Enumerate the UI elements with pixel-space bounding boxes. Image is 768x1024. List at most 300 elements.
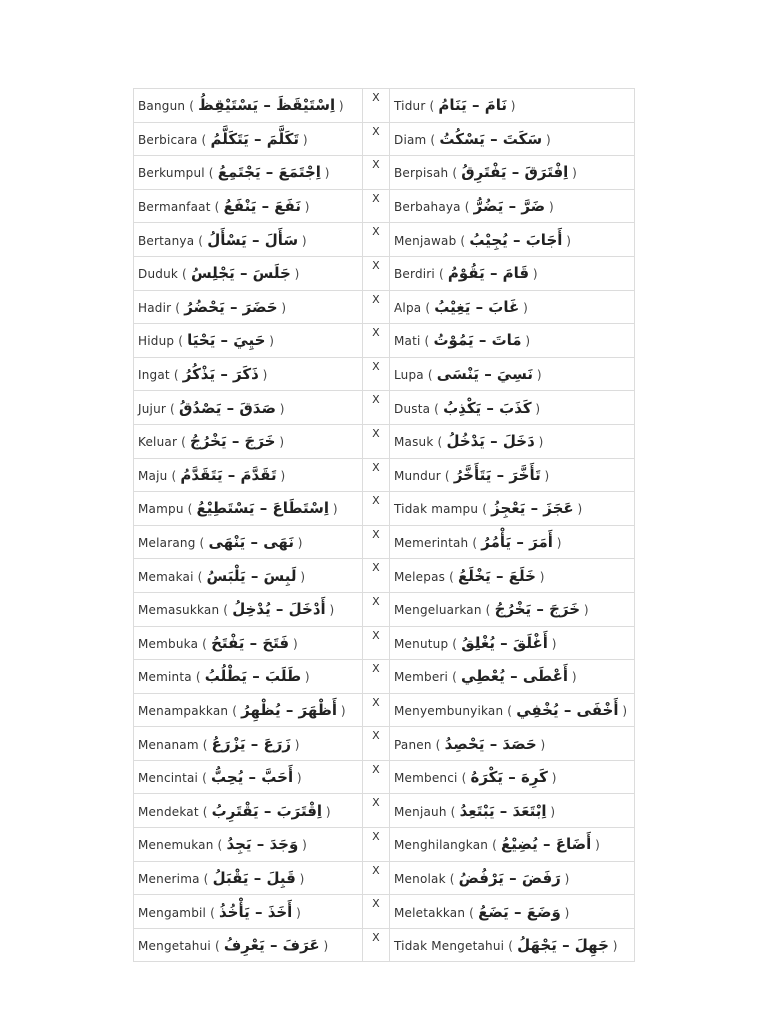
word-cell-left bbox=[134, 727, 363, 761]
arabic-verb-pair: اِسْتَطَاعَ – يَسْتَطِيْعُ bbox=[196, 499, 329, 518]
open-paren: ( bbox=[206, 905, 220, 920]
table-row bbox=[134, 357, 635, 391]
open-paren: ( bbox=[171, 300, 185, 315]
table-row bbox=[134, 861, 635, 895]
open-paren: ( bbox=[488, 838, 502, 853]
word-cell-right bbox=[390, 357, 635, 391]
indonesian-word: Berpisah bbox=[394, 166, 449, 181]
arabic-verb-pair: زَرَعَ – يَزْرَعُ bbox=[211, 734, 291, 753]
indonesian-word: Tidak mampu bbox=[394, 502, 479, 517]
word-cell-right bbox=[390, 156, 635, 190]
table-row bbox=[134, 290, 635, 324]
close-paren: ) bbox=[292, 905, 302, 920]
arabic-verb-pair: دَخَلَ – يَدْخُلُ bbox=[446, 432, 535, 451]
indonesian-word: Melarang bbox=[138, 536, 196, 551]
indonesian-word: Memerintah bbox=[394, 536, 469, 551]
open-paren: ( bbox=[440, 468, 454, 483]
table-row bbox=[134, 223, 635, 257]
arabic-verb-pair: جَلَسَ – يَجْلِسُ bbox=[190, 264, 291, 283]
table-row bbox=[134, 492, 635, 526]
table-row bbox=[134, 122, 635, 156]
close-paren: ) bbox=[298, 233, 307, 248]
open-paren: ( bbox=[198, 771, 211, 786]
separator-cell: X bbox=[363, 391, 390, 425]
word-cell-right bbox=[390, 223, 635, 257]
indonesian-word: Jujur bbox=[138, 401, 167, 416]
separator-cell: X bbox=[363, 626, 390, 660]
open-paren: ( bbox=[185, 99, 199, 114]
open-paren: ( bbox=[228, 703, 242, 718]
separator-cell: X bbox=[363, 794, 390, 828]
table-row bbox=[134, 424, 635, 458]
table-row bbox=[134, 189, 635, 223]
separator-cell: X bbox=[363, 895, 390, 929]
close-paren: ) bbox=[618, 703, 628, 718]
open-paren: ( bbox=[198, 737, 212, 752]
table-row bbox=[134, 89, 635, 123]
indonesian-word: Bermanfaat bbox=[138, 200, 211, 215]
table-row bbox=[134, 525, 635, 559]
word-cell-right bbox=[390, 492, 635, 526]
indonesian-word: Menerima bbox=[138, 871, 200, 886]
open-paren: ( bbox=[448, 166, 462, 181]
open-paren: ( bbox=[183, 502, 197, 517]
arabic-verb-pair: مَاتَ – يَمُوْتُ bbox=[433, 331, 522, 350]
table-row bbox=[134, 458, 635, 492]
word-cell-right bbox=[390, 895, 635, 929]
indonesian-word: Duduk bbox=[138, 267, 179, 282]
close-paren: ) bbox=[329, 502, 338, 517]
indonesian-word: Menanam bbox=[138, 737, 199, 752]
indonesian-word: Membuka bbox=[138, 636, 199, 651]
open-paren: ( bbox=[166, 401, 179, 416]
word-cell-right bbox=[390, 256, 635, 290]
indonesian-word: Menjauh bbox=[394, 804, 447, 819]
close-paren: ) bbox=[540, 468, 550, 483]
separator-cell: X bbox=[363, 861, 390, 895]
arabic-verb-pair: قَبِلَ – يَقْبَلُ bbox=[212, 868, 296, 887]
word-cell-right bbox=[390, 458, 635, 492]
separator-cell: X bbox=[363, 828, 390, 862]
indonesian-word: Hidup bbox=[138, 334, 175, 349]
word-cell-left bbox=[134, 861, 363, 895]
word-cell-left bbox=[134, 559, 363, 593]
word-cell-left bbox=[134, 324, 363, 358]
word-cell-left bbox=[134, 122, 363, 156]
separator-cell: X bbox=[363, 592, 390, 626]
indonesian-word: Mendekat bbox=[138, 804, 199, 819]
open-paren: ( bbox=[219, 603, 233, 618]
open-paren: ( bbox=[195, 536, 209, 551]
word-cell-left bbox=[134, 626, 363, 660]
word-cell-left bbox=[134, 525, 363, 559]
open-paren: ( bbox=[210, 939, 224, 954]
table-row bbox=[134, 156, 635, 190]
table-row bbox=[134, 794, 635, 828]
word-cell-left bbox=[134, 794, 363, 828]
arabic-verb-pair: تَكَلَّمَ – يَتَكَلَّمُ bbox=[210, 129, 300, 148]
close-paren: ) bbox=[258, 368, 268, 383]
close-paren: ) bbox=[552, 536, 562, 551]
separator-cell: X bbox=[363, 357, 390, 391]
close-paren: ) bbox=[547, 636, 557, 651]
word-cell-left bbox=[134, 290, 363, 324]
separator-cell: X bbox=[363, 223, 390, 257]
table-row bbox=[134, 559, 635, 593]
open-paren: ( bbox=[177, 435, 191, 450]
close-paren: ) bbox=[293, 536, 303, 551]
word-cell-left bbox=[134, 424, 363, 458]
indonesian-word: Mengeluarkan bbox=[394, 603, 482, 618]
arabic-verb-pair: وَضَعَ – يَضَعُ bbox=[478, 902, 561, 921]
close-paren: ) bbox=[275, 401, 285, 416]
table-row bbox=[134, 828, 635, 862]
word-cell-right bbox=[390, 861, 635, 895]
word-cell-right bbox=[390, 727, 635, 761]
arabic-verb-pair: أَحَبَّ – يُحِبُّ bbox=[211, 768, 294, 787]
word-cell-left bbox=[134, 895, 363, 929]
table-row bbox=[134, 895, 635, 929]
close-paren: ) bbox=[299, 132, 308, 147]
indonesian-word: Berkumpul bbox=[138, 166, 205, 181]
close-paren: ) bbox=[325, 603, 335, 618]
indonesian-word: Melepas bbox=[394, 569, 446, 584]
close-paren: ) bbox=[295, 871, 305, 886]
separator-cell: X bbox=[363, 492, 390, 526]
close-paren: ) bbox=[320, 166, 330, 181]
indonesian-word: Berbahaya bbox=[394, 200, 461, 215]
arabic-verb-pair: اِفْتَرَقَ – يَفْتَرِقُ bbox=[461, 163, 569, 182]
close-paren: ) bbox=[533, 368, 542, 383]
close-paren: ) bbox=[265, 334, 275, 349]
close-paren: ) bbox=[542, 132, 551, 147]
word-cell-left bbox=[134, 492, 363, 526]
word-cell-left bbox=[134, 189, 363, 223]
separator-cell: X bbox=[363, 290, 390, 324]
arabic-verb-pair: ضَرَّ – يَضُرُّ bbox=[473, 197, 546, 216]
indonesian-word: Dusta bbox=[394, 401, 431, 416]
indonesian-word: Panen bbox=[394, 737, 432, 752]
arabic-verb-pair: أَعْطَى – يُعْطِي bbox=[461, 667, 569, 686]
indonesian-word: Memberi bbox=[394, 670, 449, 685]
open-paren: ( bbox=[434, 267, 448, 282]
close-paren: ) bbox=[547, 771, 557, 786]
arabic-verb-pair: اِجْتَمَعَ – يَجْتَمِعُ bbox=[217, 163, 321, 182]
table-row bbox=[134, 592, 635, 626]
word-cell-right bbox=[390, 592, 635, 626]
indonesian-word: Mencintai bbox=[138, 771, 199, 786]
open-paren: ( bbox=[481, 603, 495, 618]
word-cell-left bbox=[134, 223, 363, 257]
indonesian-word: Menutup bbox=[394, 636, 449, 651]
open-paren: ( bbox=[468, 536, 482, 551]
word-cell-left bbox=[134, 693, 363, 727]
arabic-verb-pair: اِقْتَرَبَ – يَقْتَرِبُ bbox=[211, 801, 323, 820]
open-paren: ( bbox=[178, 267, 191, 282]
word-cell-left bbox=[134, 660, 363, 694]
indonesian-word: Alpa bbox=[394, 300, 422, 315]
indonesian-word: Bangun bbox=[138, 99, 186, 114]
open-paren: ( bbox=[423, 368, 437, 383]
indonesian-word: Mengambil bbox=[138, 905, 207, 920]
separator-cell: X bbox=[363, 727, 390, 761]
arabic-verb-pair: أَخْفَى – يُخْفِي bbox=[516, 700, 619, 719]
open-paren: ( bbox=[448, 636, 462, 651]
close-paren: ) bbox=[521, 334, 531, 349]
word-cell-right bbox=[390, 324, 635, 358]
open-paren: ( bbox=[425, 99, 439, 114]
arabic-verb-pair: خَرَجَ – يَخْرُجُ bbox=[494, 600, 581, 619]
open-paren: ( bbox=[174, 334, 188, 349]
indonesian-word: Bertanya bbox=[138, 233, 195, 248]
table-row bbox=[134, 760, 635, 794]
indonesian-word: Menyembunyikan bbox=[394, 703, 504, 718]
close-paren: ) bbox=[275, 435, 285, 450]
separator-cell: X bbox=[363, 559, 390, 593]
separator-cell: X bbox=[363, 693, 390, 727]
close-paren: ) bbox=[290, 267, 300, 282]
close-paren: ) bbox=[545, 200, 554, 215]
arabic-verb-pair: أَجَابَ – يُجِيْبُ bbox=[469, 230, 563, 249]
close-paren: ) bbox=[322, 804, 331, 819]
indonesian-word: Menjawab bbox=[394, 233, 457, 248]
separator-cell: X bbox=[363, 189, 390, 223]
close-paren: ) bbox=[506, 99, 516, 114]
arabic-verb-pair: خَرَجَ – يَخْرُجُ bbox=[190, 432, 276, 451]
arabic-verb-pair: أَخَذَ – يَأْخُذُ bbox=[219, 902, 293, 921]
indonesian-word: Berdiri bbox=[394, 267, 435, 282]
arabic-verb-pair: عَرَفَ – يَعْرِفُ bbox=[223, 936, 320, 955]
open-paren: ( bbox=[503, 703, 517, 718]
table-row bbox=[134, 928, 635, 962]
close-paren: ) bbox=[568, 166, 578, 181]
close-paren: ) bbox=[535, 569, 545, 584]
arabic-verb-pair: قَامَ – يَقُوْمُ bbox=[447, 264, 530, 283]
arabic-verb-pair: عَجَزَ – يَعْجِزُ bbox=[491, 499, 574, 518]
open-paren: ( bbox=[478, 502, 492, 517]
indonesian-word: Tidak Mengetahui bbox=[394, 939, 505, 954]
open-paren: ( bbox=[191, 670, 205, 685]
separator-cell: X bbox=[363, 424, 390, 458]
word-cell-left bbox=[134, 156, 363, 190]
close-paren: ) bbox=[534, 435, 544, 450]
table-row bbox=[134, 324, 635, 358]
close-paren: ) bbox=[573, 502, 583, 517]
close-paren: ) bbox=[301, 670, 310, 685]
close-paren: ) bbox=[560, 905, 570, 920]
open-paren: ( bbox=[210, 200, 224, 215]
word-cell-right bbox=[390, 660, 635, 694]
close-paren: ) bbox=[337, 703, 346, 718]
close-paren: ) bbox=[335, 99, 344, 114]
close-paren: ) bbox=[580, 603, 589, 618]
arabic-verb-pair: اِسْتَيْقَظَ – يَسْتَيْقِظُ bbox=[198, 96, 336, 115]
close-paren: ) bbox=[591, 838, 600, 853]
arabic-verb-pair: فَتَحَ – يَفْتَحُ bbox=[211, 633, 290, 652]
arabic-verb-pair: اِبْتَعَدَ – يَبْتَعِدُ bbox=[459, 801, 547, 820]
arabic-verb-pair: حَصَدَ – يَحْصِدُ bbox=[444, 734, 537, 753]
indonesian-word: Membenci bbox=[394, 771, 458, 786]
close-paren: ) bbox=[319, 939, 329, 954]
arabic-verb-pair: جَهِلَ – يَجْهَلُ bbox=[517, 936, 609, 955]
table-row bbox=[134, 626, 635, 660]
arabic-verb-pair: نَهَى – يَنْهَى bbox=[208, 533, 294, 552]
arabic-verb-pair: سَكَتَ – يَسْكُتُ bbox=[439, 129, 543, 148]
open-paren: ( bbox=[504, 939, 518, 954]
close-paren: ) bbox=[300, 200, 310, 215]
indonesian-word: Memasukkan bbox=[138, 603, 220, 618]
open-paren: ( bbox=[197, 132, 211, 147]
separator-cell: X bbox=[363, 256, 390, 290]
indonesian-word: Menemukan bbox=[138, 838, 214, 853]
word-cell-right bbox=[390, 189, 635, 223]
arabic-verb-pair: خَلَعَ – يَخْلَعُ bbox=[458, 566, 536, 585]
open-paren: ( bbox=[460, 200, 474, 215]
separator-cell: X bbox=[363, 525, 390, 559]
separator-cell: X bbox=[363, 156, 390, 190]
indonesian-word: Mati bbox=[394, 334, 421, 349]
arabic-verb-pair: صَدَقَ – يَصْدُقُ bbox=[178, 398, 276, 417]
indonesian-word: Mengetahui bbox=[138, 939, 211, 954]
open-paren: ( bbox=[213, 838, 227, 853]
word-cell-right bbox=[390, 828, 635, 862]
arabic-verb-pair: تَقَدَّمَ – يَتَقَدَّمُ bbox=[180, 465, 277, 484]
close-paren: ) bbox=[296, 569, 306, 584]
word-cell-left bbox=[134, 458, 363, 492]
open-paren: ( bbox=[465, 905, 479, 920]
open-paren: ( bbox=[448, 670, 462, 685]
open-paren: ( bbox=[420, 334, 434, 349]
vocabulary-table bbox=[133, 88, 635, 962]
table-row bbox=[134, 693, 635, 727]
arabic-verb-pair: وَجَدَ – يَجِدُ bbox=[226, 835, 299, 854]
table-row bbox=[134, 660, 635, 694]
arabic-verb-pair: لَبِسَ – يَلْبَسُ bbox=[206, 566, 297, 585]
close-paren: ) bbox=[276, 468, 286, 483]
open-paren: ( bbox=[421, 300, 435, 315]
arabic-verb-pair: أَظْهَرَ – يُظْهِرُ bbox=[241, 700, 338, 719]
indonesian-word: Lupa bbox=[394, 368, 424, 383]
arabic-verb-pair: ذَكَرَ – يَذْكُرُ bbox=[182, 365, 259, 384]
separator-cell: X bbox=[363, 760, 390, 794]
word-cell-right bbox=[390, 626, 635, 660]
close-paren: ) bbox=[277, 300, 287, 315]
arabic-verb-pair: كَذَبَ – يَكْذِبُ bbox=[443, 398, 532, 417]
close-paren: ) bbox=[298, 838, 308, 853]
open-paren: ( bbox=[204, 166, 218, 181]
close-paren: ) bbox=[546, 804, 556, 819]
indonesian-word: Meminta bbox=[138, 670, 192, 685]
arabic-verb-pair: أَمَرَ – يَأْمُرُ bbox=[481, 533, 553, 552]
indonesian-word: Memakai bbox=[138, 569, 194, 584]
close-paren: ) bbox=[290, 737, 300, 752]
vocabulary-table-body bbox=[134, 89, 635, 962]
arabic-verb-pair: سَأَلَ – يَسْأَلُ bbox=[207, 230, 299, 249]
close-paren: ) bbox=[562, 233, 572, 248]
word-cell-right bbox=[390, 89, 635, 123]
word-cell-left bbox=[134, 928, 363, 962]
word-cell-right bbox=[390, 760, 635, 794]
separator-cell: X bbox=[363, 458, 390, 492]
indonesian-word: Tidur bbox=[394, 99, 426, 114]
close-paren: ) bbox=[519, 300, 528, 315]
word-cell-right bbox=[390, 525, 635, 559]
open-paren: ( bbox=[199, 871, 213, 886]
arabic-verb-pair: طَلَبَ – يَطْلُبُ bbox=[204, 667, 302, 686]
open-paren: ( bbox=[193, 569, 207, 584]
close-paren: ) bbox=[608, 939, 618, 954]
word-cell-right bbox=[390, 693, 635, 727]
table-row bbox=[134, 256, 635, 290]
word-cell-right bbox=[390, 424, 635, 458]
close-paren: ) bbox=[293, 771, 302, 786]
arabic-verb-pair: نَامَ – يَنَامُ bbox=[438, 96, 507, 115]
indonesian-word: Diam bbox=[394, 132, 427, 147]
open-paren: ( bbox=[426, 132, 440, 147]
open-paren: ( bbox=[198, 636, 212, 651]
indonesian-word: Mampu bbox=[138, 502, 184, 517]
word-cell-left bbox=[134, 828, 363, 862]
indonesian-word: Berbicara bbox=[138, 132, 198, 147]
open-paren: ( bbox=[430, 401, 444, 416]
word-cell-right bbox=[390, 290, 635, 324]
open-paren: ( bbox=[457, 771, 471, 786]
arabic-verb-pair: أَضَاعَ – يُضِيْعُ bbox=[501, 835, 592, 854]
table-row bbox=[134, 727, 635, 761]
arabic-verb-pair: حَيِيَ – يَحْيَا bbox=[187, 331, 266, 350]
word-cell-right bbox=[390, 391, 635, 425]
word-cell-left bbox=[134, 256, 363, 290]
close-paren: ) bbox=[560, 871, 570, 886]
arabic-verb-pair: أَدْخَلَ – يُدْخِلُ bbox=[232, 600, 326, 619]
open-paren: ( bbox=[445, 871, 459, 886]
separator-cell: X bbox=[363, 89, 390, 123]
indonesian-word: Ingat bbox=[138, 368, 170, 383]
separator-cell: X bbox=[363, 324, 390, 358]
arabic-verb-pair: نَفَعَ – يَنْفَعُ bbox=[223, 197, 301, 216]
word-cell-right bbox=[390, 928, 635, 962]
open-paren: ( bbox=[446, 804, 460, 819]
word-cell-left bbox=[134, 357, 363, 391]
separator-cell: X bbox=[363, 660, 390, 694]
open-paren: ( bbox=[198, 804, 212, 819]
arabic-verb-pair: حَضَرَ – يَحْضُرُ bbox=[184, 297, 278, 316]
open-paren: ( bbox=[456, 233, 470, 248]
close-paren: ) bbox=[568, 670, 577, 685]
close-paren: ) bbox=[529, 267, 538, 282]
word-cell-left bbox=[134, 89, 363, 123]
arabic-verb-pair: كَرِهَ – يَكْرَهُ bbox=[470, 768, 548, 787]
open-paren: ( bbox=[433, 435, 447, 450]
indonesian-word: Menolak bbox=[394, 871, 446, 886]
indonesian-word: Menampakkan bbox=[138, 703, 229, 718]
indonesian-word: Mundur bbox=[394, 468, 441, 483]
arabic-verb-pair: نَسِيَ – يَنْسَى bbox=[436, 365, 533, 384]
separator-cell: X bbox=[363, 928, 390, 962]
indonesian-word: Masuk bbox=[394, 435, 434, 450]
separator-cell: X bbox=[363, 122, 390, 156]
indonesian-word: Keluar bbox=[138, 435, 178, 450]
close-paren: ) bbox=[289, 636, 298, 651]
word-cell-right bbox=[390, 559, 635, 593]
indonesian-word: Menghilangkan bbox=[394, 838, 489, 853]
close-paren: ) bbox=[536, 737, 546, 752]
word-cell-right bbox=[390, 122, 635, 156]
close-paren: ) bbox=[531, 401, 541, 416]
word-cell-left bbox=[134, 391, 363, 425]
arabic-verb-pair: رَفَضَ – يَرْفُضُ bbox=[458, 868, 561, 887]
table-row bbox=[134, 391, 635, 425]
